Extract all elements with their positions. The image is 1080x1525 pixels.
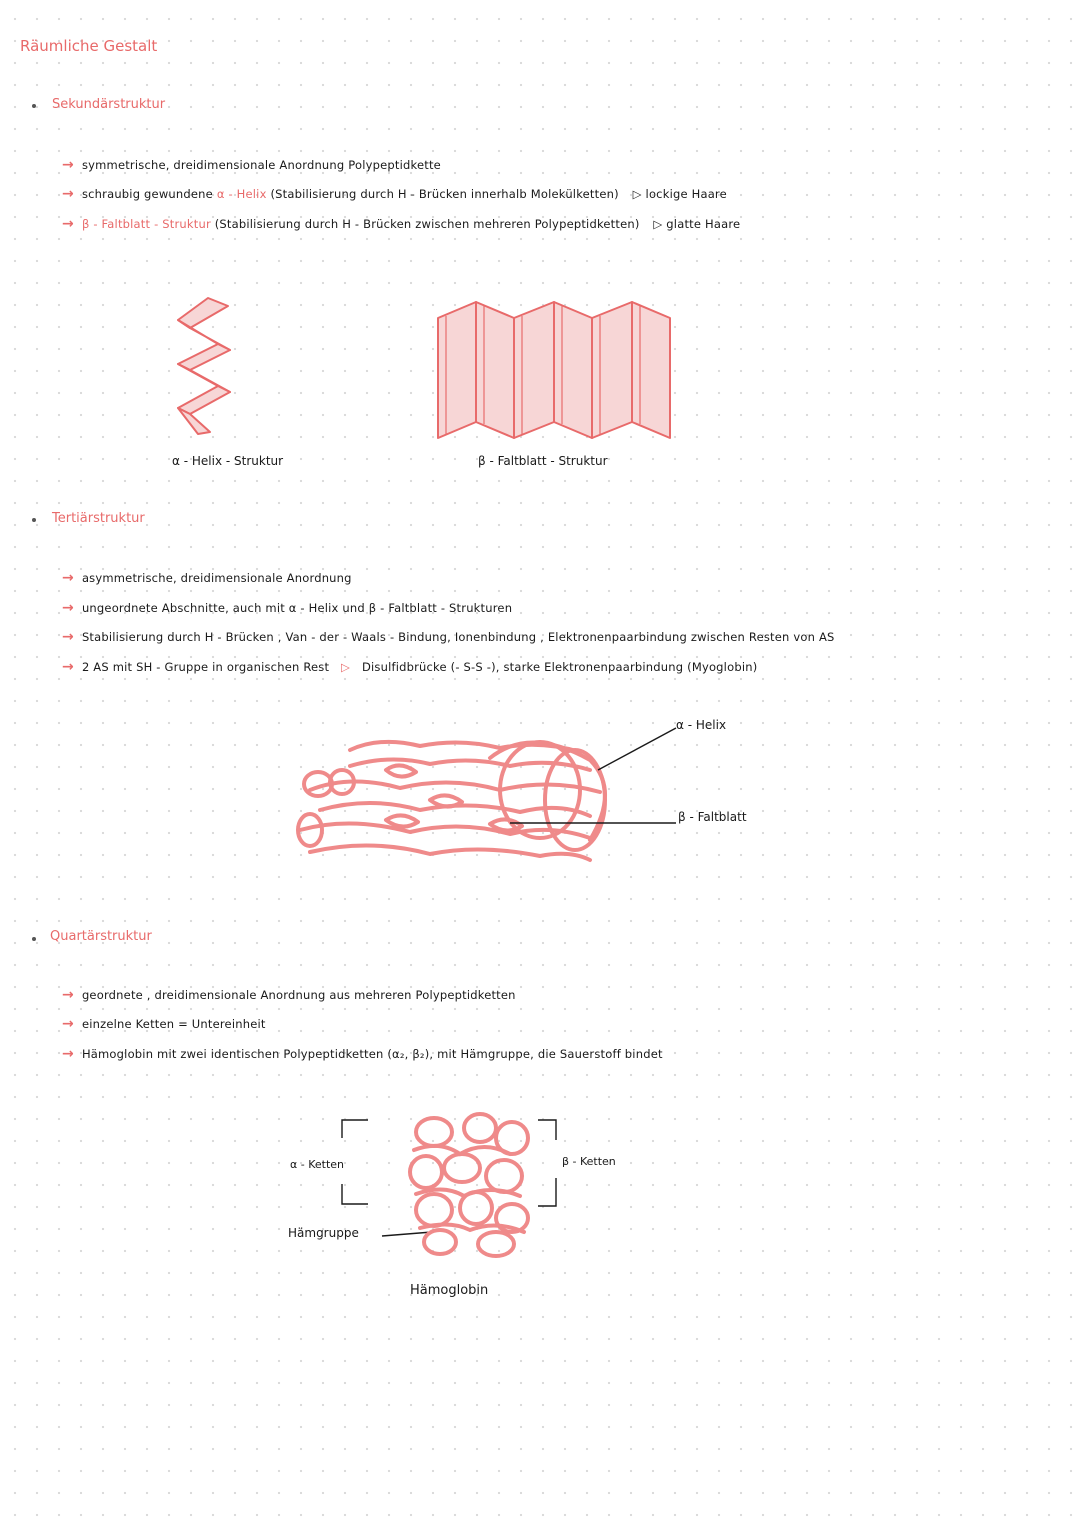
tertiary-heading: Tertiärstruktur: [52, 511, 145, 526]
section-bullet: [32, 937, 36, 941]
arrow-icon: →: [62, 186, 74, 202]
arrow-icon: →: [62, 1016, 74, 1032]
secondary-line-1: → symmetrische, dreidimensionale Anordnung Polypeptidkette: [62, 157, 441, 173]
arrow-icon: →: [62, 600, 74, 616]
tertiary-line-1: → asymmetrische, dreidimensionale Anordnung: [62, 570, 352, 586]
arrow-icon: →: [62, 659, 74, 675]
arrow-icon: →: [62, 1046, 74, 1062]
haemoglobin-drawing: [400, 1110, 540, 1260]
label-alpha-helix: α - Helix: [676, 718, 727, 732]
label-beta-sheet: β - Faltblatt: [678, 810, 747, 824]
quaternary-line-1: → geordnete , dreidimensionale Anordnung aus mehreren Polypeptidketten: [62, 987, 516, 1003]
arrow-icon: →: [62, 570, 74, 586]
secondary-line-3: → β - Faltblatt - Struktur (Stabilisierung durch H - Brücken zwischen mehreren Polypeptidketten) ▷ glatte Haare: [62, 216, 741, 232]
label-haem-group: Hämgruppe: [288, 1226, 359, 1240]
quaternary-line-3: → Hämoglobin mit zwei identischen Polypeptidketten (α₂, β₂), mit Hämgruppe, die Sauerstoff bindet: [62, 1046, 663, 1062]
label-beta-chains: β - Ketten: [562, 1155, 616, 1168]
page-title: Räumliche Gestalt: [20, 37, 158, 55]
arrow-icon: →: [62, 157, 74, 173]
arrow-icon: →: [62, 987, 74, 1003]
quaternary-heading: Quartärstruktur: [50, 929, 152, 944]
haemoglobin-caption: Hämoglobin: [410, 1283, 489, 1298]
sheet-caption: β - Faltblatt - Struktur: [478, 454, 608, 468]
arrow-icon: →: [62, 629, 74, 645]
secondary-heading: Sekundärstruktur: [52, 97, 166, 112]
helix-caption: α - Helix - Struktur: [172, 454, 284, 468]
tertiary-line-3: → Stabilisierung durch H - Brücken , Van - der - Waals - Bindung, Ionenbindung , Elektronenpaarbindung zwischen Resten von AS: [62, 629, 835, 645]
tertiary-line-4: → 2 AS mit SH - Gruppe in organischen Rest ▷ Disulfidbrücke (- S-S -), starke Elektronenpaarbindung (Myoglobin): [62, 659, 758, 675]
secondary-line-2: → schraubig gewundene α - Helix (Stabilisierung durch H - Brücken innerhalb Molekülketten) ▷ lockige Haare: [62, 186, 727, 202]
label-alpha-chains: α - Ketten: [290, 1158, 345, 1171]
arrow-icon: →: [62, 216, 74, 232]
quaternary-line-2: → einzelne Ketten = Untereinheit: [62, 1016, 266, 1032]
tertiary-line-2: → ungeordnete Abschnitte, auch mit α - Helix und β - Faltblatt - Strukturen: [62, 600, 513, 616]
